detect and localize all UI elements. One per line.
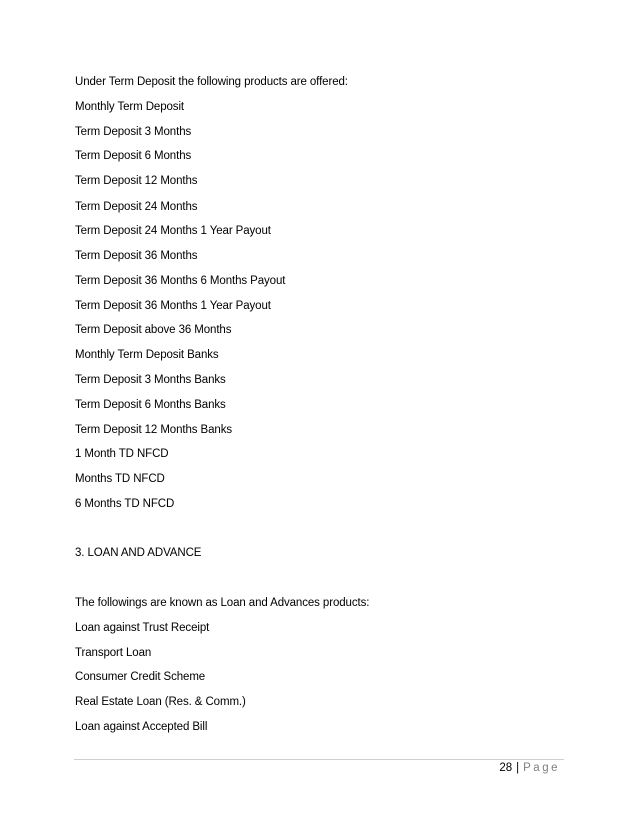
term-deposit-item: Term Deposit above 36 Months [75,324,232,336]
term-deposit-item: Term Deposit 6 Months Banks [75,399,226,411]
term-deposit-item: Months TD NFCD [75,473,165,485]
footer-divider [74,759,564,760]
term-deposit-item: Term Deposit 36 Months 1 Year Payout [75,300,271,312]
term-deposit-item: Term Deposit 12 Months [75,175,198,187]
loan-product-item: Transport Loan [75,647,152,659]
loan-product-item: Consumer Credit Scheme [75,671,206,683]
footer-separator: | [516,762,520,774]
term-deposit-item: Monthly Term Deposit Banks [75,349,219,361]
term-deposit-item: 6 Months TD NFCD [75,498,175,510]
loan-product-item: Loan against Accepted Bill [75,721,208,733]
term-deposit-item: Monthly Term Deposit [75,101,184,113]
page-number: 28 [499,762,513,774]
intro-text: Under Term Deposit the following products are offered: [75,76,348,88]
term-deposit-item: 1 Month TD NFCD [75,448,169,460]
term-deposit-item: Term Deposit 36 Months [75,250,198,262]
page-label: Page [523,762,560,774]
term-deposit-item: Term Deposit 24 Months [75,201,198,213]
term-deposit-item: Term Deposit 36 Months 6 Months Payout [75,275,286,287]
page-footer [499,761,560,775]
term-deposit-item: Term Deposit 12 Months Banks [75,424,232,436]
term-deposit-item: Term Deposit 24 Months 1 Year Payout [75,225,271,237]
term-deposit-item: Term Deposit 3 Months [75,126,192,138]
loan-product-item: Loan against Trust Receipt [75,622,210,634]
loan-intro-text: The followings are known as Loan and Advances products: [75,597,370,609]
term-deposit-item: Term Deposit 6 Months [75,150,192,162]
loan-product-item: Real Estate Loan (Res. & Comm.) [75,696,246,708]
section-heading: 3. LOAN AND ADVANCE [75,547,202,559]
term-deposit-item: Term Deposit 3 Months Banks [75,374,226,386]
